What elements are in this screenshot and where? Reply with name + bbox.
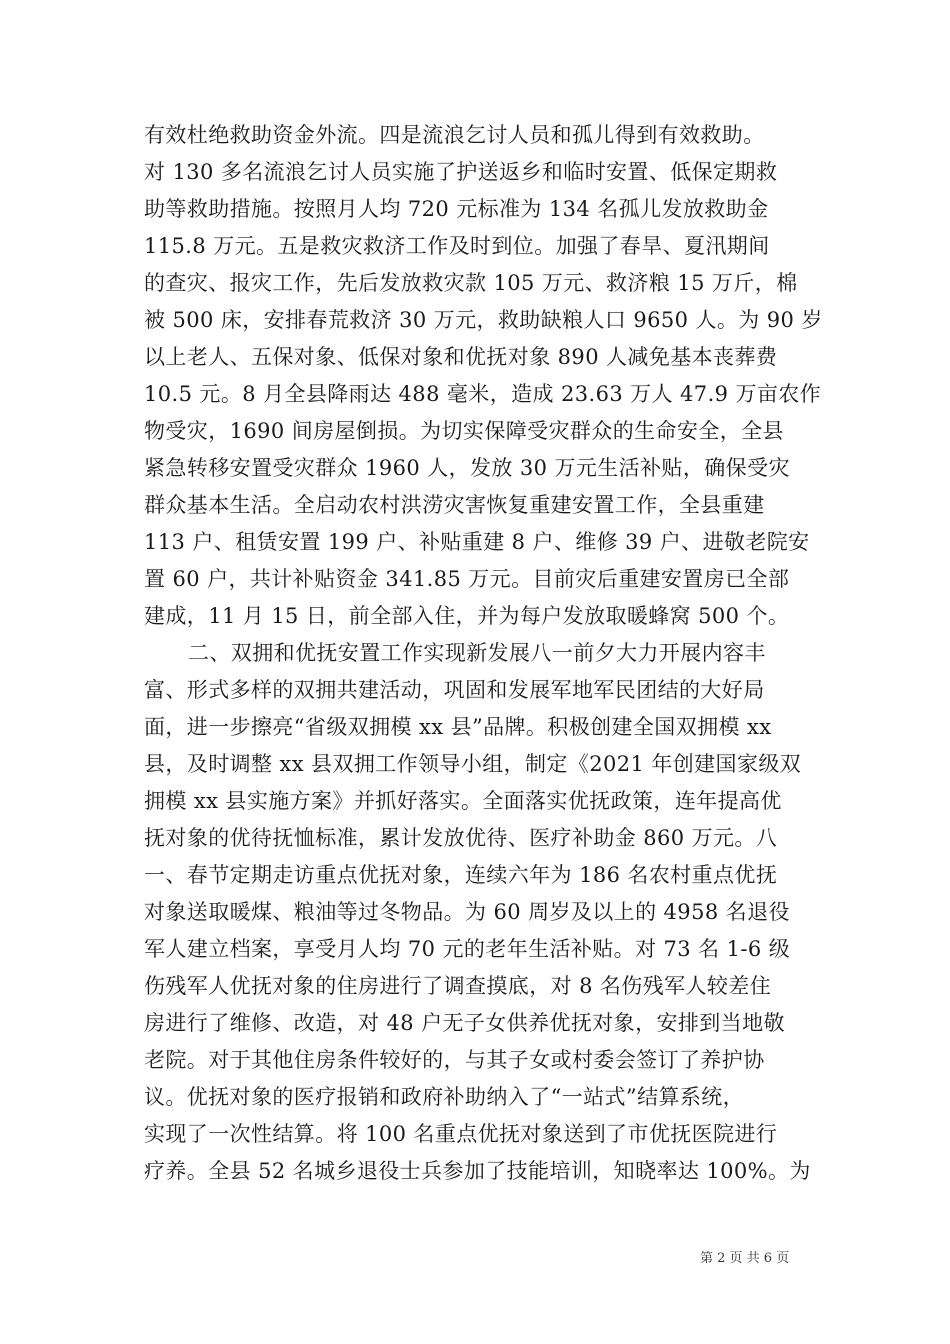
text-line: 被 500 床，安排春荒救济 30 万元，救助缺粮人口 9650 人。为 90 岁 bbox=[144, 308, 823, 332]
text-line: 115.8 万元。五是救灾救济工作及时到位。加强了春旱、夏汛期间 bbox=[144, 234, 770, 258]
section-heading-line: 二、双拥和优抚安置工作实现新发展八一前夕大力开展内容丰 bbox=[188, 641, 766, 665]
text-line: 以上老人、五保对象、低保对象和优抚对象 890 人减免基本丧葬费 bbox=[144, 345, 778, 369]
text-line: 对象送取暖煤、粮油等过冬物品。为 60 周岁及以上的 4958 名退役 bbox=[144, 900, 790, 924]
text-line: 对 130 多名流浪乞讨人员实施了护送返乡和临时安置、低保定期救 bbox=[144, 160, 778, 184]
text-line: 紧急转移安置受灾群众 1960 人，发放 30 万元生活补贴，确保受灾 bbox=[144, 456, 790, 480]
text-line: 军人建立档案，享受月人均 70 元的老年生活补贴。对 73 名 1-6 级 bbox=[144, 937, 791, 961]
text-line: 助等救助措施。按照月人均 720 元标准为 134 名孤儿发放救助金 bbox=[144, 197, 769, 221]
text-line: 伤残军人优抚对象的住房进行了调查摸底，对 8 名伤残军人较差住 bbox=[144, 974, 772, 998]
text-line: 富、形式多样的双拥共建活动，巩固和发展军地军民团结的大好局 bbox=[144, 678, 765, 702]
text-line: 老院。对于其他住房条件较好的，与其子女或村委会签订了养护协 bbox=[144, 1048, 765, 1072]
text-line: 实现了一次性结算。将 100 名重点优抚对象送到了市优抚医院进行 bbox=[144, 1122, 778, 1146]
text-line: 拥模 xx 县实施方案》并抓好落实。全面落实优抚政策，连年提高优 bbox=[144, 789, 782, 813]
text-line: 有效杜绝救助资金外流。四是流浪乞讨人员和孤儿得到有效救助。 bbox=[144, 123, 765, 147]
text-line: 113 户、租赁安置 199 户、补贴重建 8 户、维修 39 户、进敬老院安 bbox=[144, 530, 810, 554]
text-line: 房进行了维修、改造，对 48 户无子女供养优抚对象，安排到当地敬 bbox=[144, 1011, 785, 1035]
text-line: 群众基本生活。全启动农村洪涝灾害恢复重建安置工作，全县重建 bbox=[144, 493, 765, 517]
text-line: 一、春节定期走访重点优抚对象，连续六年为 186 名农村重点优抚 bbox=[144, 863, 778, 887]
text-line: 10.5 元。8 月全县降雨达 488 毫米，造成 23.63 万人 47.9 万亩农作 bbox=[144, 382, 822, 406]
text-line: 抚对象的优待抚恤标准，累计发放优待、医疗补助金 860 万元。八 bbox=[144, 826, 778, 850]
text-line: 面，进一步擦亮“省级双拥模 xx 县”品牌。积极创建全国双拥模 xx bbox=[144, 715, 772, 739]
text-line: 建成，11 月 15 日，前全部入住，并为每户发放取暖蜂窝 500 个。 bbox=[144, 604, 790, 628]
text-line: 县，及时调整 xx 县双拥工作领导小组，制定《2021 年创建国家级双 bbox=[144, 752, 802, 776]
text-line: 物受灾，1690 间房屋倒损。为切实保障受灾群众的生命安全，全县 bbox=[144, 419, 784, 443]
text-line: 置 60 户，共计补贴资金 341.85 万元。目前灾后重建安置房已全部 bbox=[144, 567, 790, 591]
document-body bbox=[144, 117, 823, 1190]
text-line: 疗养。全县 52 名城乡退役士兵参加了技能培训，知晓率达 100%。为 bbox=[144, 1159, 811, 1183]
text-line: 的查灾、报灾工作，先后发放救灾款 105 万元、救济粮 15 万斤，棉 bbox=[144, 271, 798, 295]
page-number: 第 2 页 共 6 页 bbox=[700, 1251, 790, 1266]
text-line: 议。优抚对象的医疗报销和政府补助纳入了“一站式”结算系统， bbox=[144, 1085, 745, 1109]
